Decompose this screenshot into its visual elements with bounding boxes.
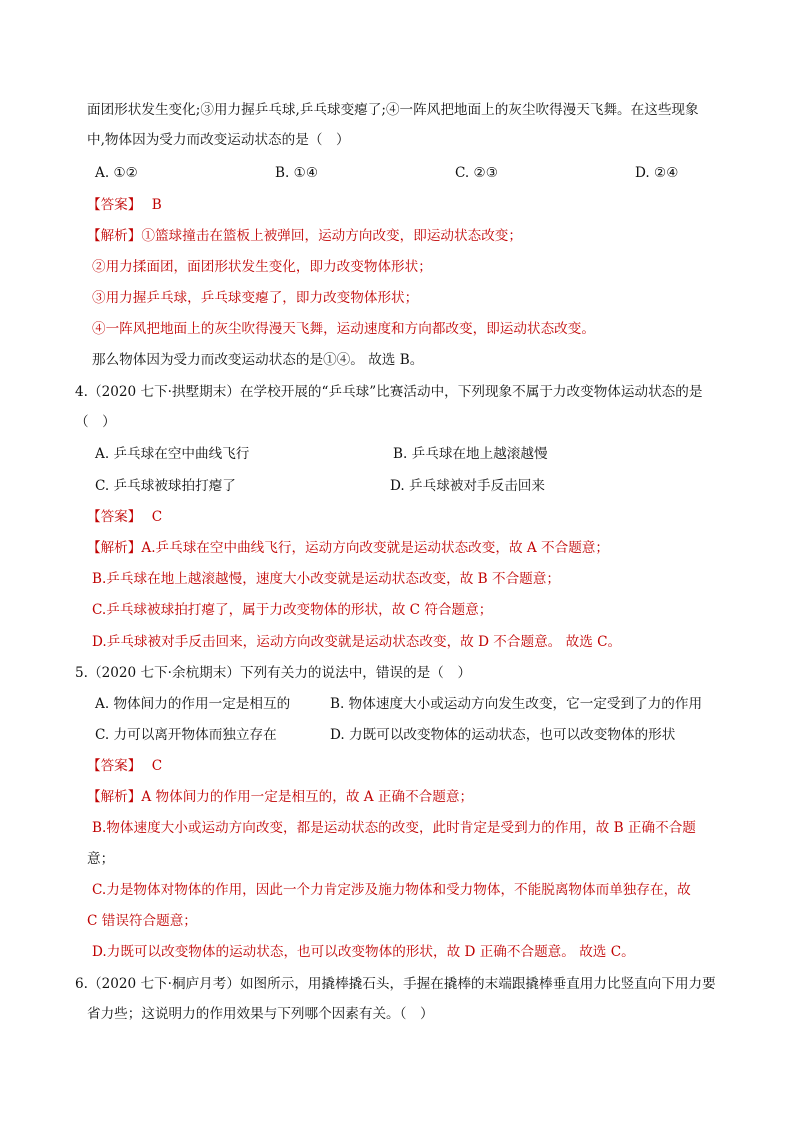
q5-analysis-line6: D.力既可以改变物体的运动状态，也可以改变物体的形状，故 D 正确不合题意。 故选 C。 <box>92 944 635 960</box>
analysis-text: ①篮球撞击在篮板上被弹回，运动方向改变，即运动状态改变； <box>141 228 522 244</box>
q3-stem-line1: 面团形状发生变化;③用力握乒乓球,乒乓球变瘪了;④一阵风把地面上的灰尘吹得漫天飞舞。在这些现象 <box>87 102 699 118</box>
q3-option-a: A. ①② <box>95 165 138 181</box>
q5-option-b: B. 物体速度大小或运动方向发生改变，它一定受到了力的作用 <box>330 696 703 712</box>
q5-option-c: C. 力可以离开物体而独立存在 <box>95 727 277 743</box>
q6-stem-line1: 6.（2020 七下·桐庐月考）如图所示，用撬棒撬石头，手握在撬棒的末端跟撬棒垂直用力比竖直向下用力要 <box>75 976 716 992</box>
q4-answer <box>87 507 162 527</box>
answer-tag: 【答案】 <box>87 509 142 525</box>
q6-stem-line2: 省力些；这说明力的作用效果与下列哪个因素有关。（ ） <box>87 1006 434 1022</box>
q4-stem-line1: 4.（2020 七下·拱墅期末）在学校开展的“乒乓球”比赛活动中，下列现象不属于力改变物体运动状态的是 <box>75 384 703 400</box>
answer-tag: 【答案】 <box>87 758 142 774</box>
q3-analysis-line3: ③用力握乒乓球，乒乓球变瘪了，即力改变物体形状； <box>92 290 419 306</box>
analysis-text: A.乒乓球在空中曲线飞行，运动方向改变就是运动状态改变，故 A 不合题意； <box>141 540 609 556</box>
q4-stem-line2: （ ） <box>75 414 116 430</box>
q4-analysis-line4: D.乒乓球被对手反击回来，运动方向改变就是运动状态改变，故 D 不合题意。 故选 C。 <box>92 634 622 650</box>
q5-answer <box>87 756 162 776</box>
answer-value: B <box>151 197 162 213</box>
q3-answer <box>87 195 162 215</box>
q3-option-d: D. ②④ <box>635 165 679 181</box>
q4-option-b: B. 乒乓球在地上越滚越慢 <box>393 446 548 462</box>
q3-option-b: B. ①④ <box>275 165 319 181</box>
q5-analysis-line4: C.力是物体对物体的作用，因此一个力肯定涉及施力物体和受力物体，不能脱离物体而单独存在，故 <box>92 882 691 898</box>
analysis-tag: 【解析】 <box>87 228 142 244</box>
analysis-tag: 【解析】 <box>87 540 142 556</box>
q4-analysis-line1 <box>87 538 609 558</box>
q4-analysis-line3: C.乒乓球被球拍打瘪了，属于力改变物体的形状，故 C 符合题意； <box>92 602 493 618</box>
q5-analysis-line1 <box>87 787 473 807</box>
q5-option-d: D. 力既可以改变物体的运动状态，也可以改变物体的形状 <box>330 727 676 743</box>
q5-analysis-line3: 意； <box>87 851 115 867</box>
q3-stem-line2: 中,物体因为受力而改变运动状态的是（ ） <box>87 132 350 148</box>
q4-option-d: D. 乒乓球被对手反击回来 <box>390 478 545 494</box>
q5-option-a: A. 物体间力的作用一定是相互的 <box>95 696 291 712</box>
answer-tag: 【答案】 <box>87 197 142 213</box>
q3-option-c: C. ②③ <box>455 165 498 181</box>
analysis-tag: 【解析】 <box>87 789 142 805</box>
q3-analysis-line4: ④一阵风把地面上的灰尘吹得漫天飞舞，运动速度和方向都改变，即运动状态改变。 <box>92 321 595 337</box>
q5-stem-line1: 5.（2020 七下·余杭期末）下列有关力的说法中，错误的是（ ） <box>75 665 472 681</box>
answer-value: C <box>151 509 163 525</box>
answer-value: C <box>151 758 163 774</box>
analysis-text: A 物体间力的作用一定是相互的，故 A 正确不合题意； <box>141 789 474 805</box>
q4-analysis-line2: B.乒乓球在地上越滚越慢，速度大小改变就是运动状态改变，故 B 不合题意； <box>92 571 560 587</box>
q3-analysis-line2: ②用力揉面团，面团形状发生变化，即力改变物体形状； <box>92 259 432 275</box>
q4-option-c: C. 乒乓球被球拍打瘪了 <box>95 478 236 494</box>
q4-option-a: A. 乒乓球在空中曲线飞行 <box>95 446 250 462</box>
q5-analysis-line5: C 错误符合题意； <box>87 913 197 929</box>
q5-analysis-line2: B.物体速度大小或运动方向改变，都是运动状态的改变，此时肯定是受到力的作用，故 B 正确不合题 <box>92 820 696 836</box>
q3-analysis-line1 <box>87 226 522 246</box>
q3-analysis-line5: 那么物体因为受力而改变运动状态的是①④。 故选 B。 <box>92 352 424 368</box>
